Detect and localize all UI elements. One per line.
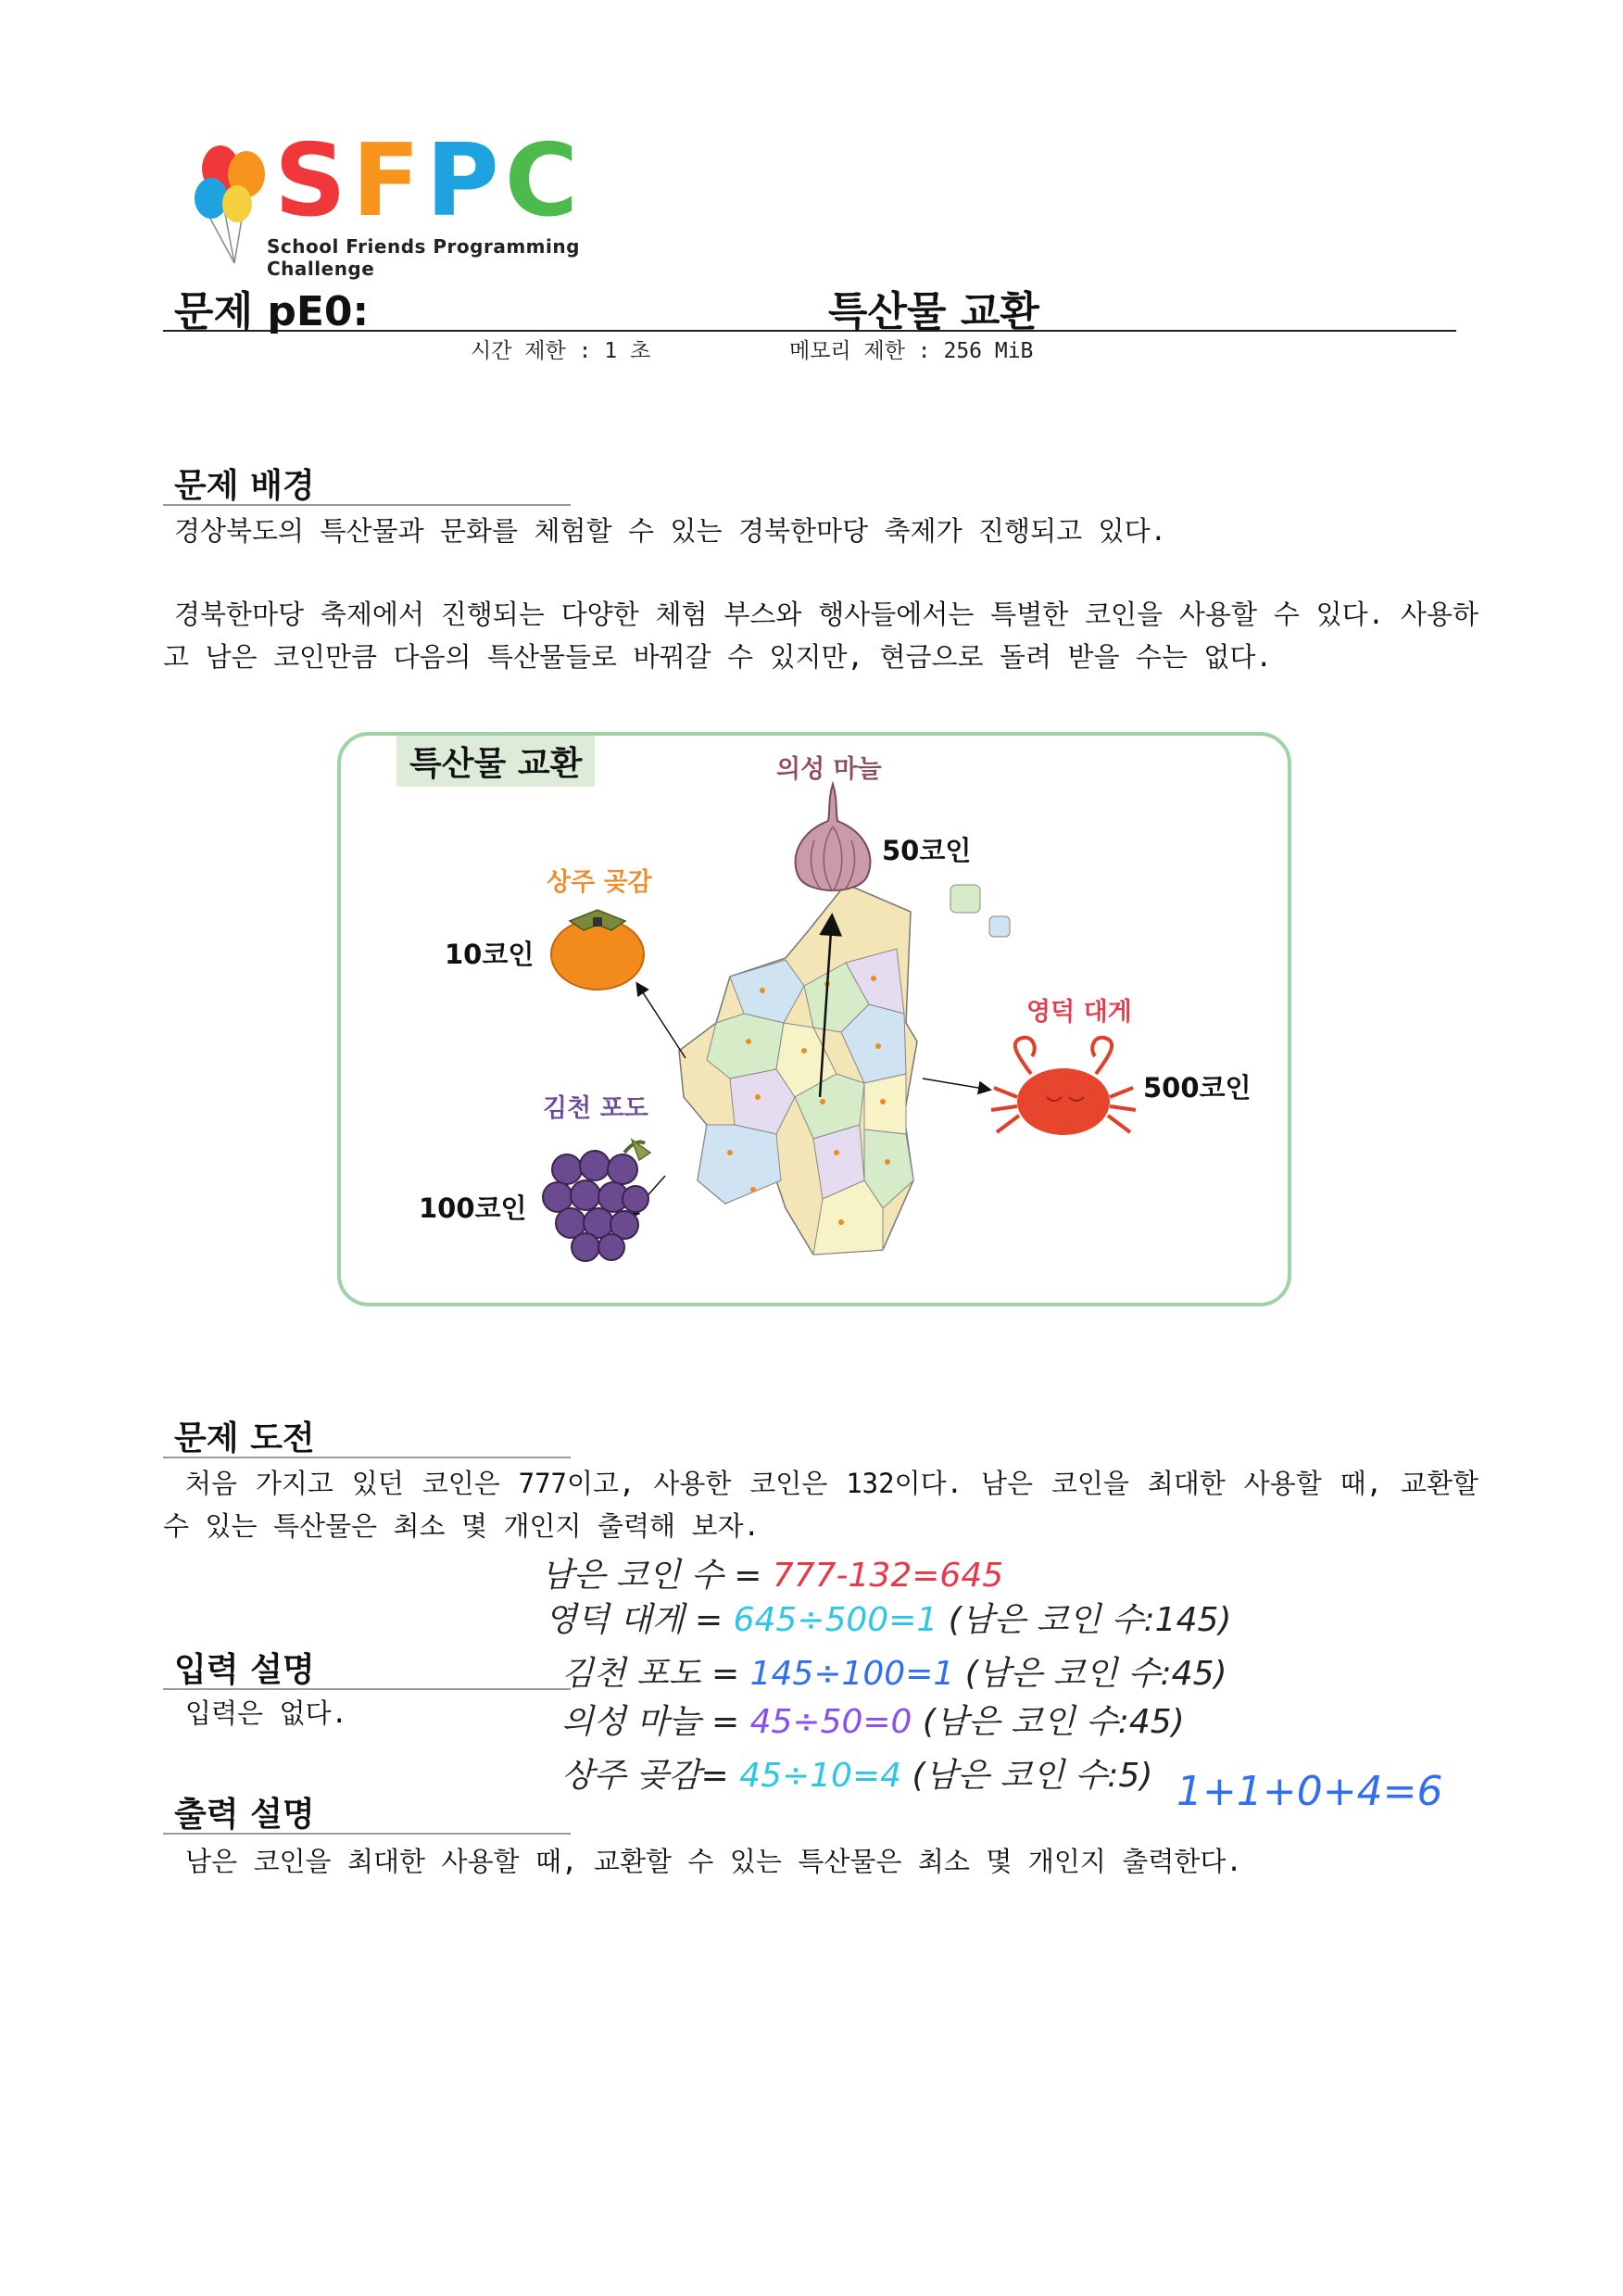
handwritten-line-1: 남은 코인 수 = 777-132=645	[541, 1557, 1004, 1595]
balloons-icon	[193, 133, 276, 272]
challenge-paragraph: 처음 가지고 있던 코인은 777이고, 사용한 코인은 132이다. 남은 코인을 최대한 사용할 때, 교환할 수 있는 특산물은 최소 몇 개인지 출력해 보자.	[163, 1468, 1478, 1542]
logo-subtitle: School Friends Programming Challenge	[267, 235, 580, 280]
handwritten-line-3: 김천 포도 = 145÷100=1 (남은 코인 수:45)	[561, 1655, 1227, 1693]
persimmon-icon	[547, 901, 648, 993]
figure-title: 특산물 교환	[396, 736, 595, 787]
handwritten-line-4: 의성 마늘 = 45÷50=0 (남은 코인 수:45)	[561, 1703, 1185, 1741]
background-paragraph-2: 경북한마당 축제에서 진행되는 다양한 체험 부스와 행사들에서는 특별한 코인을 사용할 수 있다. 사용하고 남은 코인만큼 다음의 특산물들로 바꿔갈 수 있지만, 현금으로 돌려 받을 수는 없다.	[163, 599, 1478, 673]
background-paragraph-1: 경상북도의 특산물과 문화를 체험할 수 있는 경북한마당 축제가 진행되고 있다.	[174, 515, 1167, 547]
output-paragraph: 남은 코인을 최대한 사용할 때, 교환할 수 있는 특산물은 최소 몇 개인지 출력한다.	[185, 1846, 1242, 1877]
logo-wordmark: SFPC	[274, 123, 584, 239]
grape-icon	[539, 1134, 660, 1264]
section-heading-output: 출력 설명	[163, 1786, 571, 1835]
crab-name: 영덕 대게	[1026, 998, 1132, 1027]
garlic-name: 의성 마늘	[776, 755, 882, 784]
garlic-icon	[782, 780, 884, 901]
specialty-exchange-figure	[337, 732, 1291, 1306]
garlic-price: 50코인	[882, 835, 972, 866]
section-heading-background: 문제 배경	[163, 458, 571, 506]
time-limit: 시간 제한 : 1 초	[471, 339, 651, 363]
crab-icon	[989, 1032, 1138, 1143]
handwritten-sum: 1+1+0+4=6	[1176, 1768, 1443, 1815]
persimmon-price: 10코인	[445, 939, 535, 970]
grape-price: 100코인	[419, 1192, 527, 1224]
problem-id: 문제 pE0:	[174, 288, 370, 335]
section-heading-input: 입력 설명	[163, 1642, 571, 1690]
grape-name: 김천 포도	[543, 1094, 648, 1123]
memory-limit: 메모리 제한 : 256 MiB	[789, 339, 1034, 363]
problem-title: 특산물 교환	[828, 288, 1039, 335]
crab-price: 500코인	[1143, 1072, 1252, 1104]
handwritten-line-5: 상주 곶감= 45÷10=4 (남은 코인 수:5)	[561, 1757, 1153, 1795]
persimmon-name: 상주 곶감	[547, 868, 652, 897]
handwritten-line-2: 영덕 대게 = 645÷500=1 (남은 코인 수:145)	[545, 1601, 1232, 1639]
input-paragraph: 입력은 없다.	[185, 1697, 347, 1729]
section-heading-challenge: 문제 도전	[163, 1410, 571, 1458]
sfpc-logo	[156, 115, 648, 280]
problem-title-bar	[163, 274, 1456, 335]
